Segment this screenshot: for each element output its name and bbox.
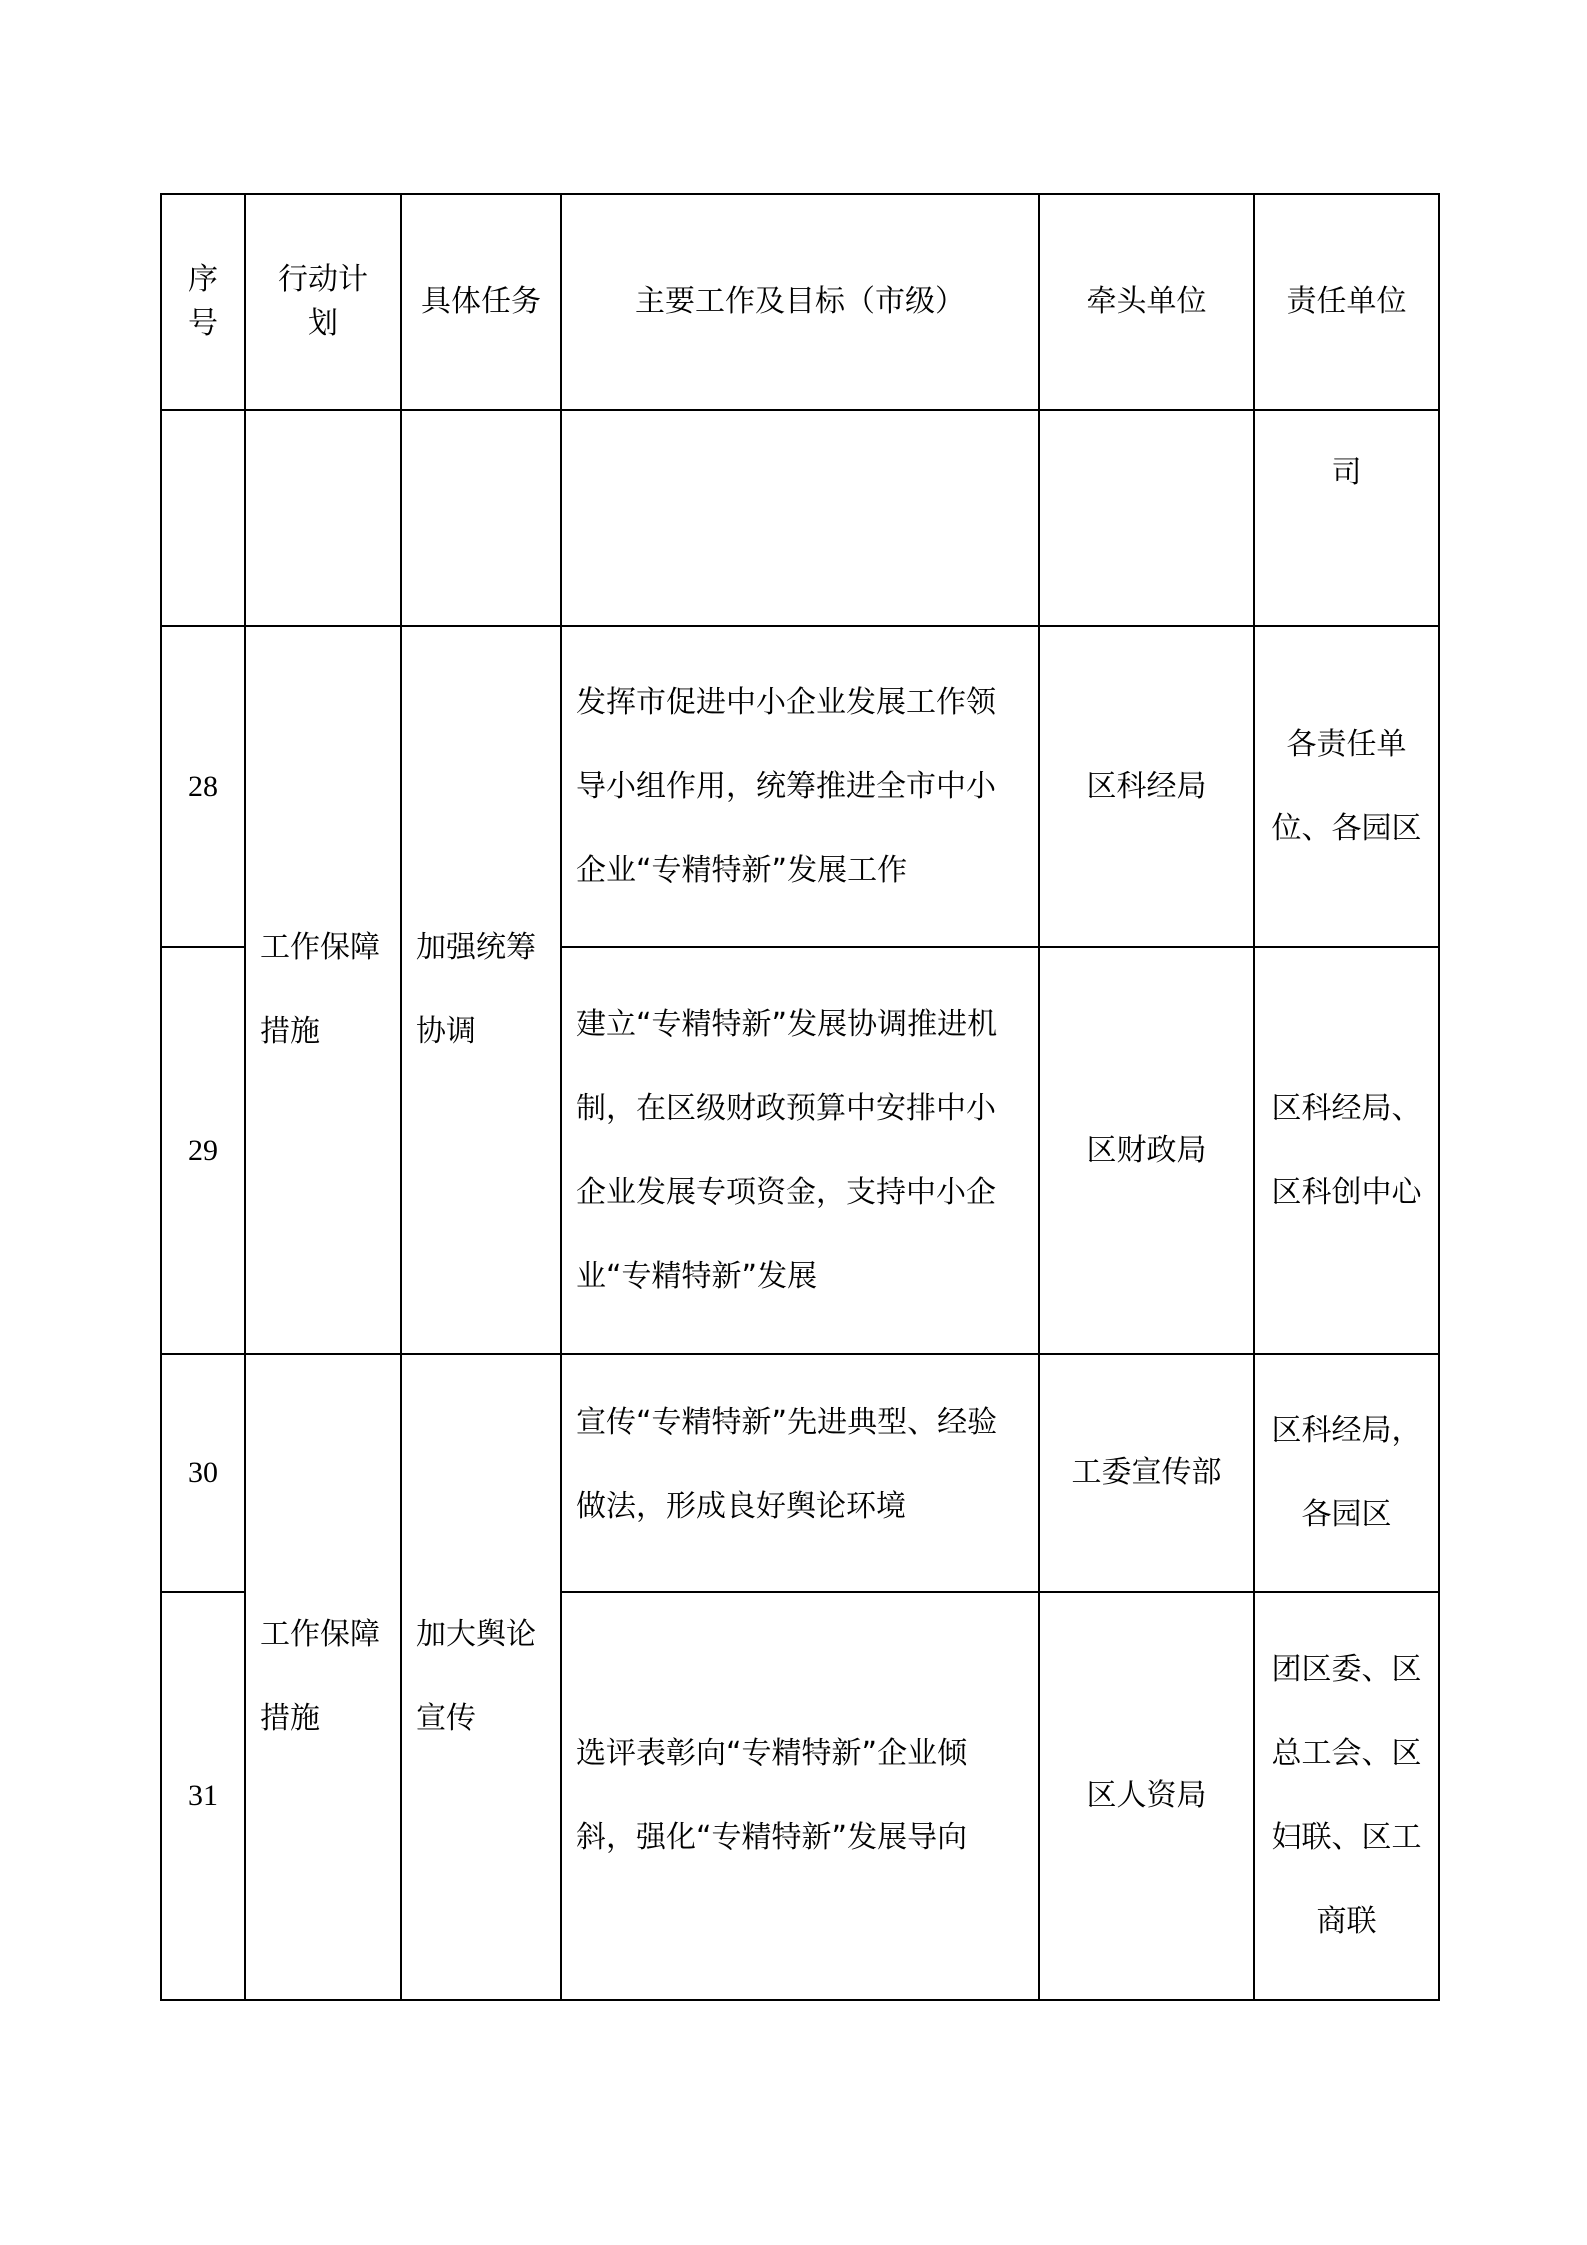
row-work: 发挥市促进中小企业发展工作领导小组作用，统筹推进全市中小企业“专精特新”发展工作: [561, 626, 1039, 947]
row-task: 加大舆论宣传: [401, 1354, 561, 2000]
row-work: 宣传“专精特新”先进典型、经验做法，形成良好舆论环境: [561, 1354, 1039, 1592]
header-work: 主要工作及目标（市级）: [561, 194, 1039, 410]
header-row: [161, 194, 1439, 410]
row-work: 选评表彰向“专精特新”企业倾斜，强化“专精特新”发展导向: [561, 1592, 1039, 2000]
row-lead: 区财政局: [1039, 947, 1254, 1354]
header-resp: 责任单位: [1254, 194, 1439, 410]
continuation-row: [161, 410, 1439, 626]
table-row: [161, 626, 1439, 947]
row-plan: 工作保障措施: [245, 626, 401, 1354]
row-seq: 29: [161, 947, 245, 1354]
row-lead: 区科经局: [1039, 626, 1254, 947]
header-seq: 序号: [161, 194, 245, 410]
row-work: 建立“专精特新”发展协调推进机制，在区级财政预算中安排中小企业发展专项资金，支持中小企业“专精特新”发展: [561, 947, 1039, 1354]
row-seq: 30: [161, 1354, 245, 1592]
row-lead: 区人资局: [1039, 1592, 1254, 2000]
header-lead: 牵头单位: [1039, 194, 1254, 410]
row-task: 加强统筹协调: [401, 626, 561, 1354]
row-seq: 28: [161, 626, 245, 947]
row-seq: 31: [161, 1592, 245, 2000]
row-plan: 工作保障措施: [245, 1354, 401, 2000]
continuation-resp: 司: [1254, 410, 1439, 626]
table-row: [161, 1354, 1439, 1592]
header-task: 具体任务: [401, 194, 561, 410]
row-resp: 区科经局、区科创中心: [1254, 947, 1439, 1354]
row-resp: 区科经局，各园区: [1254, 1354, 1439, 1592]
header-plan: 行动计划: [245, 194, 401, 410]
row-resp: 各责任单位、各园区: [1254, 626, 1439, 947]
row-lead: 工委宣传部: [1039, 1354, 1254, 1592]
row-resp: 团区委、区总工会、区妇联、区工商联: [1254, 1592, 1439, 2000]
action-plan-table: [160, 193, 1440, 2001]
